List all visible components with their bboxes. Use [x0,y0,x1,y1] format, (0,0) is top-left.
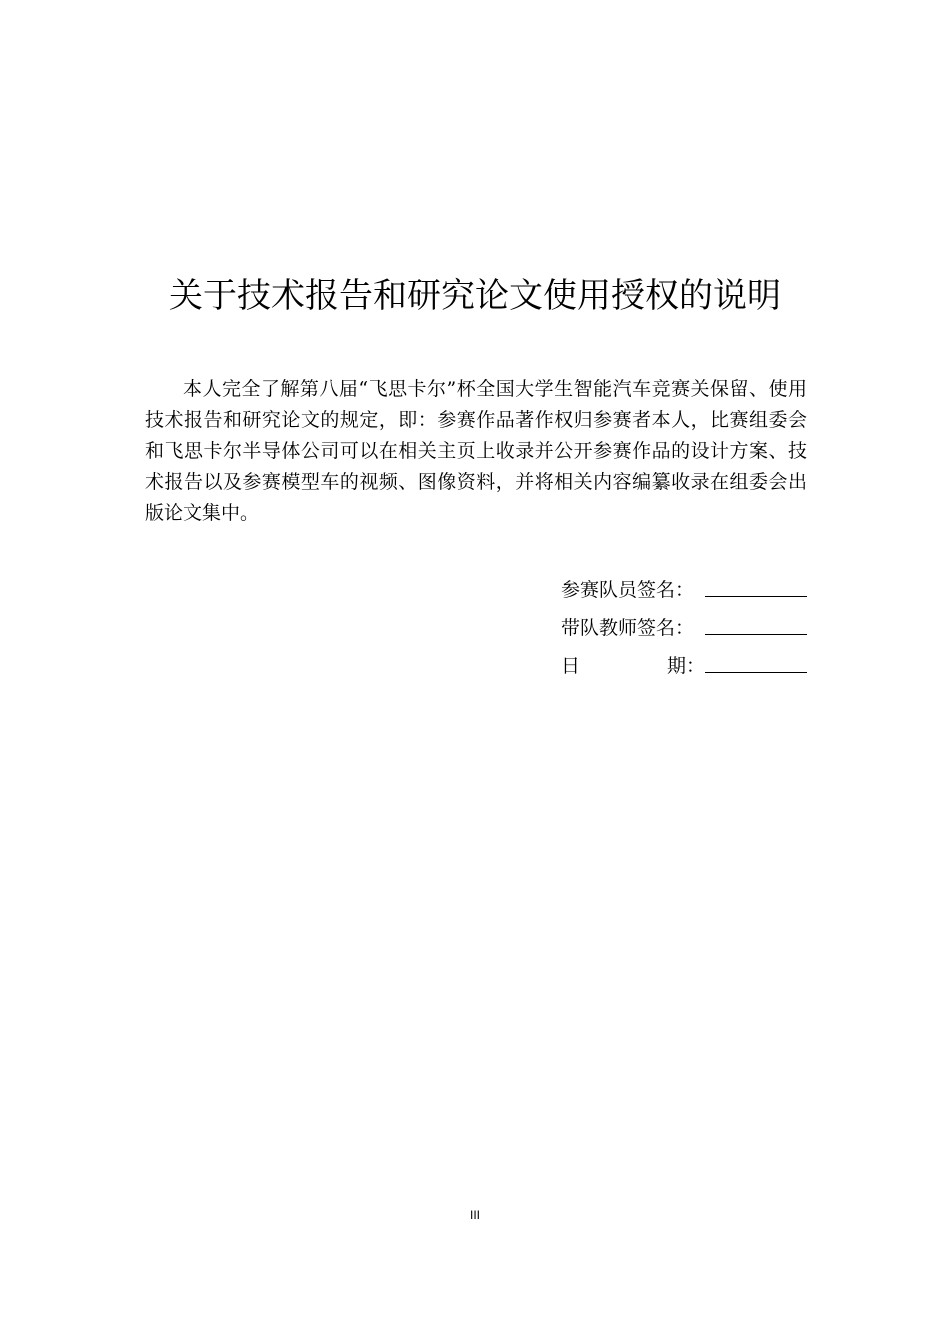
date-label-right: 期： [666,655,705,677]
advisor-signature-line[interactable] [705,633,807,635]
member-signature-label: 参赛队员签名： [561,579,695,601]
advisor-signature-row [561,602,807,640]
member-signature-line[interactable] [705,595,807,597]
date-row [561,640,807,678]
date-label [561,651,705,678]
date-line[interactable] [705,671,807,673]
page-number: III [469,1208,480,1222]
member-signature-row [561,564,807,602]
page-title: 关于技术报告和研究论文使用授权的说明 [169,276,781,316]
advisor-signature-label: 带队教师签名： [561,617,695,639]
date-label-left: 日 [561,655,581,677]
authorization-paragraph: 本人完全了解第八届“飞思卡尔”杯全国大学生智能汽车竞赛关保留、使用技术报告和研究论文的规定，即：参赛作品著作权归参赛者本人，比赛组委会和飞思卡尔半导体公司可以在相关主页上收录并公开参赛作品的设计方案、技术报告以及参赛模型车的视频、图像资料，并将相关内容编纂收录在组委会出版论文集中。 [145,378,807,524]
signature-block [561,564,807,678]
